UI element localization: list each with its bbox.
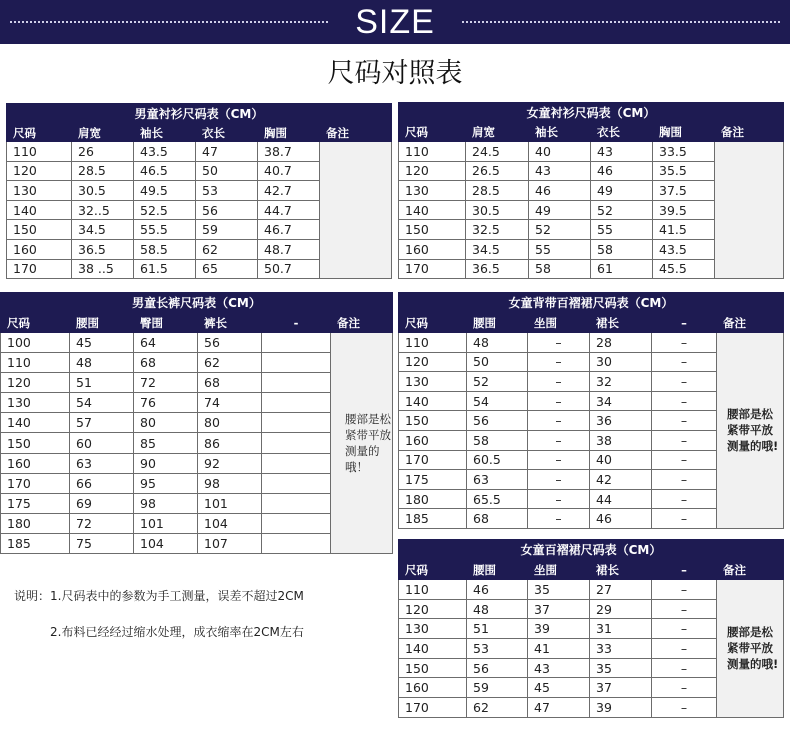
table-cell: 60	[70, 433, 134, 453]
table-cell: 52	[467, 372, 528, 392]
table-cell	[262, 453, 331, 473]
table-cell: 39.5	[653, 200, 715, 220]
table-cell: –	[652, 658, 717, 678]
table-cell: 42.7	[258, 181, 320, 201]
table-cell: 33.5	[653, 142, 715, 162]
table-cell: 50	[467, 352, 528, 372]
table-cell: 140	[399, 391, 467, 411]
table-cell: 45	[528, 678, 590, 698]
column-header: 尺码	[7, 124, 72, 142]
table-cell: 101	[134, 513, 198, 533]
page-title: 尺码对照表	[327, 58, 463, 89]
table-cell: 80	[134, 413, 198, 433]
table-cell: –	[652, 599, 717, 619]
table-cell: –	[652, 333, 717, 353]
table-cell: –	[652, 509, 717, 529]
table-cell: 65	[196, 259, 258, 279]
column-header: 坐围	[528, 560, 590, 580]
table-cell: 40	[590, 450, 652, 470]
table-cell: –	[528, 450, 590, 470]
remarks-cell	[715, 142, 784, 279]
table-cell: 80	[198, 413, 262, 433]
table-cell: –	[652, 639, 717, 659]
banner-title: SIZE	[355, 3, 435, 41]
table-cell: 50.7	[258, 259, 320, 279]
table-cell: 170	[399, 259, 466, 279]
column-header: 备注	[331, 313, 393, 333]
table-cell: 44.7	[258, 200, 320, 220]
table-cell: 45	[70, 333, 134, 353]
table-cell	[262, 353, 331, 373]
table-cell: 42	[590, 470, 652, 490]
column-header: 袖长	[134, 124, 196, 142]
table-cell: 68	[134, 353, 198, 373]
table-cell: –	[652, 580, 717, 600]
table-cell: 56	[196, 200, 258, 220]
table-cell: 57	[70, 413, 134, 433]
table-row	[7, 142, 392, 162]
table-title: 男童长裤尺码表（CM）	[1, 293, 393, 313]
table-title: 女童衬衫尺码表（CM）	[399, 103, 784, 123]
table-cell	[262, 493, 331, 513]
table-cell: 64	[134, 333, 198, 353]
notes-line-1: 说明：1.尺码表中的参数为手工测量，误差不超过2CM	[14, 589, 304, 603]
table-cell: 58.5	[134, 239, 196, 259]
table-cell: 120	[399, 352, 467, 372]
table-cell: 72	[134, 373, 198, 393]
table-cell: 110	[1, 353, 70, 373]
table-cell: 63	[70, 453, 134, 473]
column-header: 衣长	[591, 123, 653, 142]
table-cell: 61.5	[134, 259, 196, 279]
table-cell: 48	[70, 353, 134, 373]
table-cell: 160	[1, 453, 70, 473]
table-cell: 95	[134, 473, 198, 493]
table-cell: –	[652, 698, 717, 718]
boys-shirt-size-table	[6, 103, 392, 279]
table-cell: 60.5	[467, 450, 528, 470]
table-cell: 150	[7, 220, 72, 240]
table-cell: 49.5	[134, 181, 196, 201]
table-cell: 120	[7, 161, 72, 181]
table-cell: 120	[1, 373, 70, 393]
table-cell: 30.5	[72, 181, 134, 201]
table-cell: 43	[591, 142, 653, 162]
column-header: 备注	[717, 560, 784, 580]
table-cell	[262, 333, 331, 353]
table-cell: 175	[1, 493, 70, 513]
table-cell: 140	[1, 413, 70, 433]
table-cell: 62	[196, 239, 258, 259]
table-cell: 68	[198, 373, 262, 393]
table-cell: 170	[7, 259, 72, 279]
column-header: –	[652, 313, 717, 333]
table-cell: 28	[590, 333, 652, 353]
table-cell: –	[652, 352, 717, 372]
table-cell: 36.5	[72, 239, 134, 259]
notes-line-2: 2.布料已经经过缩水处理，成衣缩率在2CM左右	[50, 625, 304, 639]
remarks-cell	[320, 142, 392, 279]
column-header: 裙长	[590, 313, 652, 333]
table-cell: –	[528, 391, 590, 411]
table-cell: 61	[591, 259, 653, 279]
table-cell: 130	[7, 181, 72, 201]
table-cell: 160	[399, 678, 467, 698]
table-row	[399, 142, 784, 162]
column-header: 裙长	[590, 560, 652, 580]
table-cell: 30	[590, 352, 652, 372]
table-cell: 43.5	[653, 239, 715, 259]
table-cell: 104	[134, 533, 198, 553]
table-cell: 27	[590, 580, 652, 600]
column-header: 肩宽	[72, 124, 134, 142]
column-header: 备注	[717, 313, 784, 333]
table-cell: 63	[467, 470, 528, 490]
boys-pants-size-table	[0, 292, 393, 554]
table-cell: 110	[399, 333, 467, 353]
table-cell: 29	[590, 599, 652, 619]
size-banner	[0, 0, 790, 44]
table-cell: 40.7	[258, 161, 320, 181]
table-cell: 46	[529, 181, 591, 201]
column-header: 胸围	[258, 124, 320, 142]
table-cell: –	[528, 352, 590, 372]
column-header: 尺码	[399, 123, 466, 142]
table-cell: 185	[1, 533, 70, 553]
table-cell: 180	[399, 489, 467, 509]
table-cell: 46	[467, 580, 528, 600]
column-header: –	[652, 560, 717, 580]
table-cell: 56	[467, 658, 528, 678]
column-header: 袖长	[529, 123, 591, 142]
table-cell: 46	[591, 161, 653, 181]
table-cell: –	[652, 678, 717, 698]
table-cell: 36	[590, 411, 652, 431]
table-title: 女童背带百褶裙尺码表（CM）	[399, 293, 784, 313]
table-cell: 65.5	[467, 489, 528, 509]
table-cell: 35	[590, 658, 652, 678]
table-cell: 37.5	[653, 181, 715, 201]
column-header: 腰围	[70, 313, 134, 333]
table-cell: 52	[591, 200, 653, 220]
table-cell: –	[652, 489, 717, 509]
girls-suspender-skirt-size-table	[398, 292, 784, 529]
table-cell: 37	[590, 678, 652, 698]
table-cell	[262, 433, 331, 453]
banner-dotted-line-left	[10, 21, 328, 23]
table-cell: 51	[70, 373, 134, 393]
column-header: 腰围	[467, 313, 528, 333]
table-cell: 170	[399, 698, 467, 718]
table-cell	[262, 533, 331, 553]
table-cell: 39	[528, 619, 590, 639]
table-cell: 47	[528, 698, 590, 718]
table-cell: 34.5	[72, 220, 134, 240]
table-cell: –	[528, 470, 590, 490]
table-cell: 85	[134, 433, 198, 453]
table-cell: 62	[198, 353, 262, 373]
table-cell: 46.7	[258, 220, 320, 240]
table-cell: 51	[467, 619, 528, 639]
table-cell: 32	[590, 372, 652, 392]
table-cell: 31	[590, 619, 652, 639]
column-header: 尺码	[399, 313, 467, 333]
column-header: 肩宽	[466, 123, 529, 142]
table-cell: 32..5	[72, 200, 134, 220]
table-cell: –	[652, 372, 717, 392]
table-cell	[262, 413, 331, 433]
column-header: 裤长	[198, 313, 262, 333]
table-cell: 160	[7, 239, 72, 259]
table-title: 男童衬衫尺码表（CM）	[7, 104, 392, 124]
table-cell: –	[528, 430, 590, 450]
table-cell: 101	[198, 493, 262, 513]
table-cell: 59	[467, 678, 528, 698]
column-header: 尺码	[399, 560, 467, 580]
table-cell: 26	[72, 142, 134, 162]
table-cell: 110	[7, 142, 72, 162]
column-header: 坐围	[528, 313, 590, 333]
table-cell: 45.5	[653, 259, 715, 279]
table-cell: –	[528, 411, 590, 431]
table-cell: 43	[528, 658, 590, 678]
table-cell: 98	[134, 493, 198, 513]
table-cell: 58	[591, 239, 653, 259]
table-row	[1, 333, 393, 353]
table-cell: 48.7	[258, 239, 320, 259]
table-cell: 34	[590, 391, 652, 411]
table-cell: 66	[70, 473, 134, 493]
table-cell: 150	[399, 411, 467, 431]
table-cell: –	[652, 450, 717, 470]
table-cell: 46.5	[134, 161, 196, 181]
table-cell: 56	[198, 333, 262, 353]
table-cell: –	[652, 411, 717, 431]
table-cell: 140	[399, 200, 466, 220]
table-cell: 130	[399, 181, 466, 201]
table-cell: 175	[399, 470, 467, 490]
remarks-cell: 腰部是松紧带平放测量的哦！	[331, 333, 393, 554]
column-header: 胸围	[653, 123, 715, 142]
table-cell: 50	[196, 161, 258, 181]
table-cell: 130	[1, 393, 70, 413]
table-cell: 49	[591, 181, 653, 201]
table-cell: 110	[399, 580, 467, 600]
banner-dotted-line-right	[462, 21, 780, 23]
table-cell	[262, 473, 331, 493]
table-cell: 55	[591, 220, 653, 240]
table-cell: –	[528, 333, 590, 353]
table-cell: 43.5	[134, 142, 196, 162]
table-cell: 180	[1, 513, 70, 533]
table-cell: 98	[198, 473, 262, 493]
table-cell: 33	[590, 639, 652, 659]
table-cell: –	[652, 470, 717, 490]
table-cell: 47	[196, 142, 258, 162]
table-cell: 150	[399, 658, 467, 678]
table-cell: 185	[399, 509, 467, 529]
table-cell: 54	[467, 391, 528, 411]
table-cell: 43	[529, 161, 591, 181]
table-cell: 55.5	[134, 220, 196, 240]
table-cell: 130	[399, 372, 467, 392]
table-cell: 54	[70, 393, 134, 413]
table-cell: 53	[196, 181, 258, 201]
remarks-cell: 腰部是松紧带平放测量的哦!	[717, 333, 784, 529]
table-cell: 160	[399, 239, 466, 259]
table-cell: –	[652, 619, 717, 639]
table-cell: 170	[399, 450, 467, 470]
table-cell: 55	[529, 239, 591, 259]
table-cell: 100	[1, 333, 70, 353]
remarks-cell: 腰部是松紧带平放测量的哦!	[717, 580, 784, 718]
table-cell: 68	[467, 509, 528, 529]
column-header: 衣长	[196, 124, 258, 142]
column-header: -	[262, 313, 331, 333]
table-cell: 140	[7, 200, 72, 220]
table-row	[399, 333, 784, 353]
column-header: 腰围	[467, 560, 528, 580]
column-header: 尺码	[1, 313, 70, 333]
table-cell: 92	[198, 453, 262, 473]
table-cell: 41.5	[653, 220, 715, 240]
table-cell: –	[652, 391, 717, 411]
table-cell: 75	[70, 533, 134, 553]
table-cell: 53	[467, 639, 528, 659]
girls-pleated-skirt-size-table	[398, 539, 784, 718]
table-cell: 38	[590, 430, 652, 450]
table-cell: 86	[198, 433, 262, 453]
table-cell: 44	[590, 489, 652, 509]
table-cell: 28.5	[466, 181, 529, 201]
girls-shirt-size-table	[398, 102, 784, 279]
table-cell	[262, 393, 331, 413]
table-cell: 130	[399, 619, 467, 639]
table-cell: 107	[198, 533, 262, 553]
table-cell: 48	[467, 333, 528, 353]
table-cell: 38 ..5	[72, 259, 134, 279]
table-cell: 120	[399, 161, 466, 181]
table-cell: 28.5	[72, 161, 134, 181]
table-cell: 160	[399, 430, 467, 450]
table-cell: 59	[196, 220, 258, 240]
table-cell: 30.5	[466, 200, 529, 220]
table-cell: 34.5	[466, 239, 529, 259]
table-cell: 49	[529, 200, 591, 220]
table-cell	[262, 513, 331, 533]
table-row	[399, 580, 784, 600]
table-cell: 72	[70, 513, 134, 533]
table-cell: 74	[198, 393, 262, 413]
table-cell: 35.5	[653, 161, 715, 181]
table-cell: 38.7	[258, 142, 320, 162]
table-cell: 56	[467, 411, 528, 431]
table-cell: 41	[528, 639, 590, 659]
table-cell: 76	[134, 393, 198, 413]
table-cell: 69	[70, 493, 134, 513]
table-cell: –	[528, 372, 590, 392]
table-cell: 58	[529, 259, 591, 279]
table-cell: 90	[134, 453, 198, 473]
column-header: 臀围	[134, 313, 198, 333]
table-cell: 104	[198, 513, 262, 533]
column-header: 备注	[320, 124, 392, 142]
table-cell: 37	[528, 599, 590, 619]
column-header: 备注	[715, 123, 784, 142]
table-cell: 120	[399, 599, 467, 619]
table-cell: –	[652, 430, 717, 450]
table-title: 女童百褶裙尺码表（CM）	[399, 540, 784, 560]
table-cell: 32.5	[466, 220, 529, 240]
table-cell: 110	[399, 142, 466, 162]
table-cell: –	[528, 489, 590, 509]
table-cell: 35	[528, 580, 590, 600]
table-cell: 52	[529, 220, 591, 240]
table-cell	[262, 373, 331, 393]
table-cell: 62	[467, 698, 528, 718]
table-cell: 40	[529, 142, 591, 162]
table-cell: 39	[590, 698, 652, 718]
table-cell: –	[528, 509, 590, 529]
table-cell: 36.5	[466, 259, 529, 279]
table-cell: 48	[467, 599, 528, 619]
table-cell: 58	[467, 430, 528, 450]
table-cell: 52.5	[134, 200, 196, 220]
table-cell: 170	[1, 473, 70, 493]
table-cell: 26.5	[466, 161, 529, 181]
table-cell: 46	[590, 509, 652, 529]
table-cell: 140	[399, 639, 467, 659]
table-cell: 150	[1, 433, 70, 453]
table-cell: 150	[399, 220, 466, 240]
table-cell: 24.5	[466, 142, 529, 162]
